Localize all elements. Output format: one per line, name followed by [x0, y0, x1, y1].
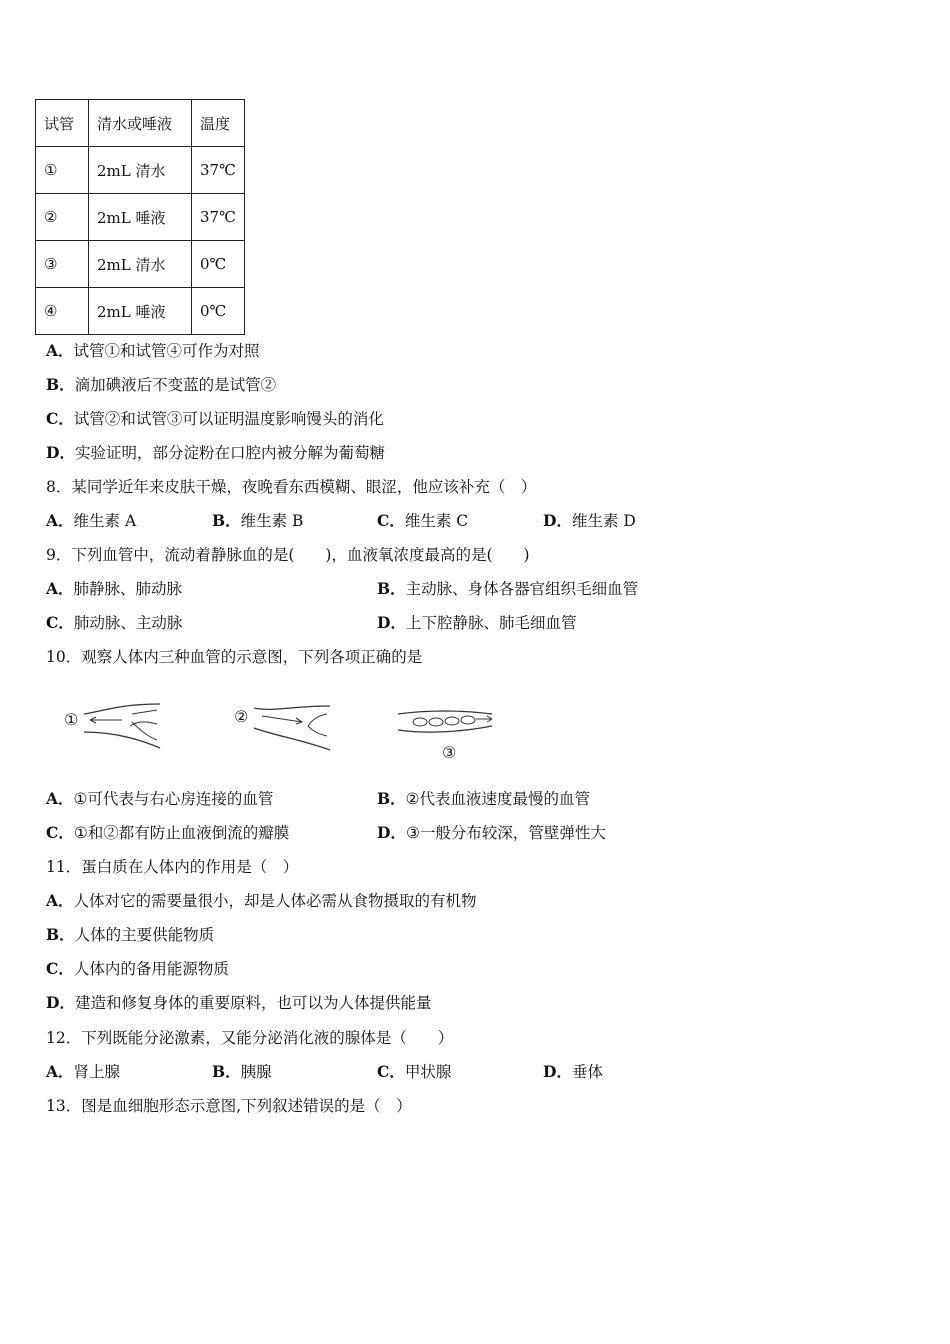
q11-option-d[interactable] [46, 993, 431, 1013]
table-cell: 2mL 清水 [89, 147, 192, 194]
q12-option-d[interactable] [543, 1062, 603, 1082]
option-label: B． [46, 925, 75, 944]
table-header-cell: 清水或唾液 [89, 100, 192, 147]
option-text: 维生素 A [73, 512, 137, 530]
q12-option-b[interactable] [212, 1062, 272, 1082]
table-cell: 2mL 唾液 [89, 194, 192, 241]
table-cell: ① [36, 147, 89, 194]
option-text: 人体对它的需要量很小，却是人体必需从食物摄取的有机物 [73, 892, 477, 910]
q7-option-a[interactable] [46, 341, 260, 361]
experiment-table [35, 99, 245, 335]
option-text: 上下腔静脉、肺毛细血管 [405, 614, 577, 632]
option-label: C． [377, 511, 405, 530]
q8-option-d[interactable] [543, 511, 636, 531]
table-cell: 37℃ [192, 147, 245, 194]
option-text: 试管②和试管③可以证明温度影响馒头的消化 [73, 410, 384, 428]
table-row [36, 147, 245, 194]
option-label: A． [46, 579, 74, 598]
option-label: C． [46, 823, 74, 842]
option-label: C． [46, 409, 74, 428]
option-text: 实验证明，部分淀粉在口腔内被分解为葡萄糖 [74, 444, 385, 462]
table-cell: 0℃ [192, 288, 245, 335]
q11-stem: 11．蛋白质在人体内的作用是（ ） [46, 858, 299, 876]
option-text: ①和②都有防止血液倒流的瓣膜 [73, 824, 290, 842]
option-label: D． [377, 823, 406, 842]
table-cell: ② [36, 194, 89, 241]
q11-option-c[interactable] [46, 959, 229, 979]
q8-stem: 8．某同学近年来皮肤干燥，夜晚看东西模糊、眼涩，他应该补充（ ） [46, 478, 537, 496]
q10-option-c[interactable] [46, 823, 289, 843]
option-text: 维生素 B [240, 512, 304, 530]
option-text: ③一般分布较深，管壁弹性大 [405, 824, 606, 842]
q9-option-b[interactable] [377, 579, 638, 599]
q7-option-d[interactable] [46, 443, 385, 463]
option-label: D． [46, 993, 75, 1012]
option-text: 垂体 [571, 1063, 603, 1081]
option-label: D． [543, 511, 572, 530]
q8-option-a[interactable] [46, 511, 136, 531]
q12-option-a[interactable] [46, 1062, 120, 1082]
option-text: 胰腺 [240, 1063, 272, 1081]
q12-option-c[interactable] [377, 1062, 451, 1082]
option-text: 人体的主要供能物质 [74, 926, 215, 944]
q9-stem: 9．下列血管中，流动着静脉血的是( )，血液氧浓度最高的是( ) [46, 546, 530, 564]
vessel-figure-2 [232, 700, 342, 755]
option-text: 肾上腺 [73, 1063, 121, 1081]
q13-stem: 13．图是血细胞形态示意图,下列叙述错误的是（ ） [46, 1097, 412, 1115]
q12-stem: 12．下列既能分泌激素，又能分泌消化液的腺体是（ ） [46, 1029, 454, 1047]
q10-option-d[interactable] [377, 823, 606, 843]
option-label: A． [46, 891, 74, 910]
q10-option-b[interactable] [377, 789, 590, 809]
option-label: B． [377, 789, 406, 808]
table-cell: 0℃ [192, 241, 245, 288]
option-text: 肺动脉、主动脉 [73, 614, 183, 632]
vessel-figure-3 [392, 702, 502, 764]
q9-option-d[interactable] [377, 613, 576, 633]
option-label: D． [377, 613, 406, 632]
vessel-label-1: ① [64, 710, 79, 729]
table-header-cell: 试管 [36, 100, 89, 147]
option-text: 试管①和试管④可作为对照 [73, 342, 260, 360]
table-header-row [36, 100, 245, 147]
option-text: 维生素 D [571, 512, 636, 530]
table-header-cell: 温度 [192, 100, 245, 147]
option-label: A． [46, 511, 74, 530]
table-cell: ③ [36, 241, 89, 288]
option-text: 维生素 C [404, 512, 469, 530]
option-label: C． [46, 959, 74, 978]
q7-option-c[interactable] [46, 409, 384, 429]
option-label: B． [377, 579, 406, 598]
vessel-label-2: ② [234, 707, 249, 726]
q8-option-c[interactable] [377, 511, 468, 531]
table-row [36, 288, 245, 335]
q11-option-b[interactable] [46, 925, 214, 945]
option-label: D． [543, 1062, 572, 1081]
q11-option-a[interactable] [46, 891, 477, 911]
option-text: 甲状腺 [404, 1063, 452, 1081]
option-label: B． [212, 1062, 241, 1081]
vessel-figure-1 [62, 700, 172, 755]
q10-stem: 10．观察人体内三种血管的示意图，下列各项正确的是 [46, 648, 423, 666]
option-label: B． [46, 375, 75, 394]
q9-option-c[interactable] [46, 613, 182, 633]
table-cell: ④ [36, 288, 89, 335]
table-cell: 2mL 唾液 [89, 288, 192, 335]
option-text: 建造和修复身体的重要原料，也可以为人体提供能量 [74, 994, 432, 1012]
option-text: 滴加碘液后不变蓝的是试管② [74, 376, 277, 394]
option-text: ②代表血液速度最慢的血管 [405, 790, 591, 808]
option-text: ①可代表与右心房连接的血管 [73, 790, 274, 808]
table-row [36, 241, 245, 288]
option-label: A． [46, 789, 74, 808]
table-row [36, 194, 245, 241]
q9-option-a[interactable] [46, 579, 182, 599]
option-label: D． [46, 443, 75, 462]
table-cell: 2mL 清水 [89, 241, 192, 288]
table-cell: 37℃ [192, 194, 245, 241]
option-text: 人体内的备用能源物质 [73, 960, 229, 978]
option-label: A． [46, 1062, 74, 1081]
option-text: 肺静脉、肺动脉 [73, 580, 183, 598]
q7-option-b[interactable] [46, 375, 276, 395]
vessel-label-3: ③ [442, 743, 457, 762]
option-label: C． [377, 1062, 405, 1081]
option-label: C． [46, 613, 74, 632]
q10-option-a[interactable] [46, 789, 273, 809]
option-label: B． [212, 511, 241, 530]
option-text: 主动脉、身体各器官组织毛细血管 [405, 580, 639, 598]
option-label: A． [46, 341, 74, 360]
q8-option-b[interactable] [212, 511, 303, 531]
